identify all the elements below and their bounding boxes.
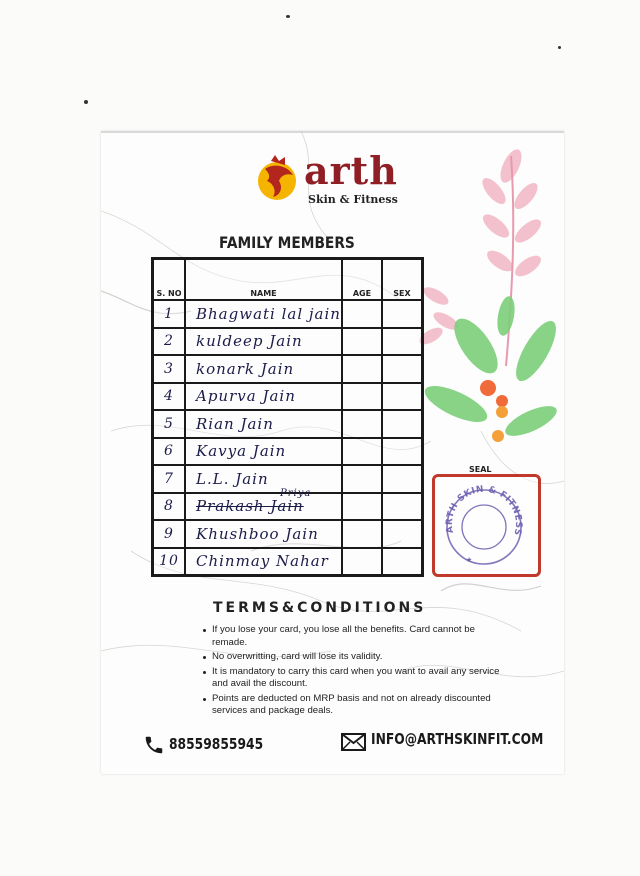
- sex-cell: [382, 300, 423, 328]
- table-row: [153, 383, 423, 411]
- name-cell: Bhagwati lal jain: [185, 300, 342, 328]
- name-cell: Apurva Jain: [185, 383, 342, 411]
- sex-cell: [382, 493, 423, 521]
- stamp-seal-icon: [436, 477, 532, 573]
- list-item: No overwritting, card will lose its validity.: [200, 651, 500, 664]
- age-cell: [342, 493, 382, 521]
- name-cell: Kavya Jain: [185, 438, 342, 466]
- header-sex: SEX: [382, 259, 423, 301]
- sno-cell: 1: [153, 300, 186, 328]
- table-header-row: [153, 259, 423, 301]
- phone-icon: [143, 734, 165, 756]
- header-name: NAME: [185, 259, 342, 301]
- scan-speck: [286, 15, 290, 18]
- sex-cell: [382, 520, 423, 548]
- name-cell: [185, 488, 342, 521]
- stamp-text: ARTH SKIN & FITNESS: [444, 484, 524, 537]
- struck-name: Prakash Jain: [196, 497, 304, 516]
- list-item: Points are deducted on MRP basis and not on already discounted services and package deals.: [200, 693, 500, 718]
- table-row: [153, 410, 423, 438]
- floral-decoration: [416, 136, 564, 461]
- age-cell: [342, 520, 382, 548]
- sno-cell: 9: [153, 520, 186, 548]
- table-row: [153, 520, 423, 548]
- sno-cell: 10: [153, 548, 186, 576]
- sno-cell: 8: [153, 493, 186, 521]
- table-row: [153, 355, 423, 383]
- svg-text:ARTH SKIN & FITNESS: [445, 485, 523, 537]
- age-cell: [342, 383, 382, 411]
- sno-cell: 4: [153, 383, 186, 411]
- phone-number[interactable]: 88559855945: [169, 735, 264, 753]
- sex-cell: [382, 328, 423, 356]
- name-cell: kuldeep Jain: [185, 328, 342, 356]
- scan-speck: [558, 46, 561, 49]
- sex-cell: [382, 410, 423, 438]
- envelope-icon: [341, 733, 366, 751]
- seal-label: SEAL: [469, 465, 492, 474]
- age-cell: [342, 548, 382, 576]
- sex-cell: [382, 355, 423, 383]
- membership-card: [101, 131, 564, 774]
- family-members-title: FAMILY MEMBERS: [219, 233, 355, 252]
- age-cell: [342, 410, 382, 438]
- name-cell: Khushboo Jain: [185, 520, 342, 548]
- table-row: [153, 548, 423, 576]
- svg-text:★: ★: [466, 557, 473, 564]
- age-cell: [342, 465, 382, 493]
- name-cell: L.L. Jain: [185, 465, 342, 493]
- table-row: [153, 300, 423, 328]
- age-cell: [342, 300, 382, 328]
- table-row: [153, 438, 423, 466]
- sno-cell: 2: [153, 328, 186, 356]
- header-sno: S. NO: [153, 259, 186, 301]
- age-cell: [342, 328, 382, 356]
- family-members-table: [151, 257, 424, 577]
- email-address[interactable]: INFO@ARTHSKINFIT.COM: [371, 730, 544, 748]
- sex-cell: [382, 548, 423, 576]
- sno-cell: 6: [153, 438, 186, 466]
- list-item: If you lose your card, you lose all the benefits. Card cannot be remade.: [200, 624, 500, 649]
- terms-list: [200, 624, 500, 720]
- name-cell: konark Jain: [185, 355, 342, 383]
- age-cell: [342, 355, 382, 383]
- sno-cell: 7: [153, 465, 186, 493]
- table-row: [153, 493, 423, 521]
- list-item: It is mandatory to carry this card when you want to avail any service and avail the discount.: [200, 666, 500, 691]
- terms-title: TERMS&CONDITIONS: [213, 600, 427, 616]
- name-cell: Rian Jain: [185, 410, 342, 438]
- sex-cell: [382, 465, 423, 493]
- brand-tagline: Skin & Fitness: [308, 193, 398, 206]
- name-cell: Chinmay Nahar: [185, 548, 342, 576]
- sno-cell: 5: [153, 410, 186, 438]
- sex-cell: [382, 383, 423, 411]
- sex-cell: [382, 438, 423, 466]
- table-row: [153, 328, 423, 356]
- age-cell: [342, 438, 382, 466]
- scan-speck: [84, 100, 88, 104]
- brand-name: arth: [304, 148, 398, 193]
- correction-note: Priya: [280, 488, 312, 500]
- sno-cell: 3: [153, 355, 186, 383]
- header-age: AGE: [342, 259, 382, 301]
